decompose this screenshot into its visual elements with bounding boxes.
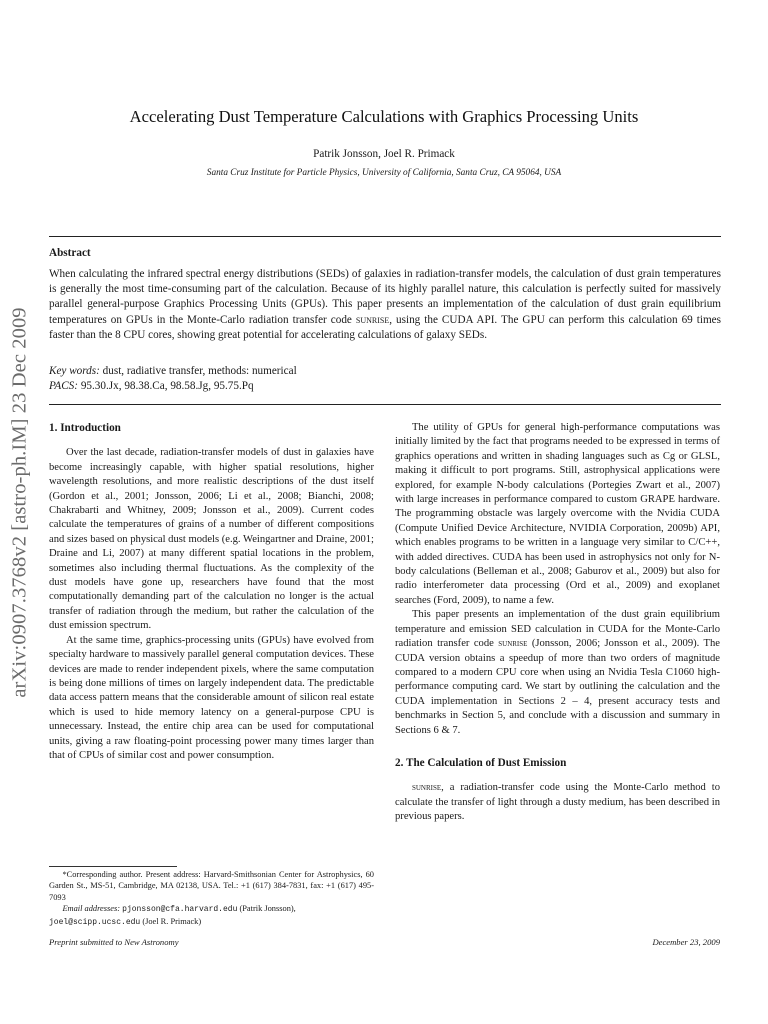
left-column bbox=[49, 421, 374, 763]
paper-title: Accelerating Dust Temperature Calculations with Graphics Processing Units bbox=[129, 107, 639, 126]
intro-paragraph-4-part1: This paper presents an implementation of the dust grain equilibrium temperature and emission SED calculation in CUDA for the Monte-Carlo radiation transfer code bbox=[395, 609, 720, 650]
intro-paragraph-2: At the same time, graphics-processing units (GPUs) have evolved from specialty hardware to massively parallel general computation devices. These devices are made to render independent pixels, where the same computation is being done millions of times on largely independent data. The predictable data access pattern means that the considerable amount of silicon real estate which is used to hide memory latency on a general-purpose CPU is unnecessary. Instead, the entire chip area can be used for computational units, giving a raw floating-point processing power many times larger than that of CPUs of similar cost and power consumption. bbox=[49, 634, 374, 761]
arxiv-identifier-stamp bbox=[2, 306, 38, 698]
footnote-corresponding-author: *Corresponding author. Present address: Harvard-Smithsonian Center for Astrophysics, 60 Garden St., MS-51, Cambridge, MA 02138, USA. Tel.: +1 (617) 384-7831, fax: +1 (617) 495-7093 bbox=[49, 870, 374, 902]
intro-paragraph-1: Over the last decade, radiation-transfer models of dust in galaxies have become increasingly capable, with higher spatial resolutions, higher wavelength resolutions, and more realistic descriptions of the dust itself (Gordon et al., 2001; Jonsson, 2006; Li et al., 2008; Bianchi, 2008; Chakrabarti and Whitney, 2009; Jonsson et al., 2009). Current codes calculate the temperatures of grains of a number of different compositions and sizes based on physical dust models (e.g. Weingartner and Draine, 2001; Draine and Li, 2007) at many different spatial locations in the problem, sometimes also including thermal fluctuations. As the complexity of the dust models have gone up, researchers have found that the most computationally demanding part of the calculation no longer is the actual transfer of radiation through the medium, but rather the calculation of the dust emission spectrum. bbox=[49, 447, 374, 632]
footnote-email-2-name: (Joel R. Primack) bbox=[140, 916, 202, 926]
keywords-block bbox=[49, 364, 721, 394]
intro-paragraph-4-part2: (Jonsson, 2006; Jonsson et al., 2009). The CUDA version obtains a speedup of more than two orders of magnitude compared to a modern CPU core when using an Nvidia Tesla C1060 high-performance computing card. We start by outlining the calculation and the CUDA implementation in Sections 2 – 4, present accuracy tests and benchmarks in Section 5, and conclude with a discussion and summary in Sections 6 & 7. bbox=[395, 638, 720, 736]
abstract-bottom-rule bbox=[49, 404, 721, 405]
section2-code-name: sunrise bbox=[411, 782, 442, 794]
intro-paragraph-4 bbox=[395, 608, 720, 738]
abstract-text-part1: When calculating the infrared spectral energy distributions (SEDs) of galaxies in radiation-transfer models, the calculation of dust grain temperatures is generally the most time-consuming part of the calculation. Because of its highly parallel nature, this calculation is perfectly suited for massively parallel general-purpose Graphics Processing Units (GPUs). This paper presents an implementation of the calculation of dust grain equilibrium temperatures on GPUs in the Monte-Carlo radiation transfer code bbox=[49, 268, 721, 326]
abstract-code-name: sunrise bbox=[355, 313, 390, 326]
section-heading-introduction: 1. Introduction bbox=[49, 422, 121, 434]
section2-paragraph-1 bbox=[395, 781, 720, 824]
footnote-email-label: Email addresses: bbox=[62, 904, 121, 914]
section2-paragraph-1-text: , a radiation-transfer code using the Monte-Carlo method to calculate the transfer of light through a dusty medium, has been described in previous papers. bbox=[395, 782, 720, 823]
paper-authors: Patrik Jonsson, Joel R. Primack bbox=[313, 148, 455, 160]
pacs-value: 95.30.Jx, 98.38.Ca, 98.58.Jg, 95.75.Pq bbox=[78, 380, 254, 392]
footnote-block bbox=[49, 869, 374, 928]
footnote-email-1-name: (Patrik Jonsson), bbox=[237, 904, 296, 914]
abstract-text bbox=[49, 267, 721, 343]
footnote-emails bbox=[49, 903, 374, 928]
right-column bbox=[395, 421, 720, 825]
intro-paragraph-3: The utility of GPUs for general high-performance computations was initially limited by the fact that programs needed to be expressed in terms of graphics operations and written in shading languages such as Cg or GLSL, making it difficult to port programs. Still, astrophysical applications were explored, for example N-body calculations (Portegies Zwart et al., 2007) with large increases in performance compared to custom GRAPE hardware. The programming obstacle was largely overcome with the Nvidia CUDA (Compute Unified Device Architecture, NVIDIA Corporation, 2009b) API, which enables programs to be written in a language very similar to C/C++, with added directives. CUDA has been used in astrophysics not only for N-body calculations (Belleman et al., 2008; Gaburov et al., 2009) but also for radio interferometer data processing (Ord et al., 2009) and exoplanet searches (Ford, 2009), to name a few. bbox=[395, 422, 720, 606]
footnote-rule bbox=[49, 866, 177, 867]
abstract-heading: Abstract bbox=[49, 247, 91, 259]
abstract-text-part2: , using the CUDA API. The GPU can perform this calculation 69 times faster than the 8 CPU cores, showing great potential for accelerating calculations of galaxy SEDs. bbox=[49, 313, 721, 341]
footer-submission-note: Preprint submitted to New Astronomy bbox=[49, 937, 179, 947]
arxiv-identifier-text: arXiv:0907.3768v2 [astro-ph.IM] 23 Dec 2009 bbox=[8, 306, 31, 698]
keywords-label: Key words: bbox=[49, 365, 100, 377]
pacs-line bbox=[49, 379, 721, 394]
footnote-email-1[interactable]: pjonsson@cfa.harvard.edu bbox=[122, 905, 238, 915]
section-heading-dust-emission: 2. The Calculation of Dust Emission bbox=[395, 756, 567, 769]
footer-date: December 23, 2009 bbox=[652, 937, 720, 947]
keywords-value: dust, radiative transfer, methods: numerical bbox=[99, 365, 297, 377]
abstract-top-rule bbox=[49, 236, 721, 237]
keywords-line bbox=[49, 364, 721, 379]
intro-paragraph-4-code-name: sunrise bbox=[498, 638, 528, 650]
pacs-label: PACS: bbox=[49, 380, 79, 392]
author-affiliation: Santa Cruz Institute for Particle Physics, University of California, Santa Cruz, CA 95064, USA bbox=[206, 168, 562, 178]
footnote-email-2[interactable]: joel@scipp.ucsc.edu bbox=[49, 917, 141, 927]
